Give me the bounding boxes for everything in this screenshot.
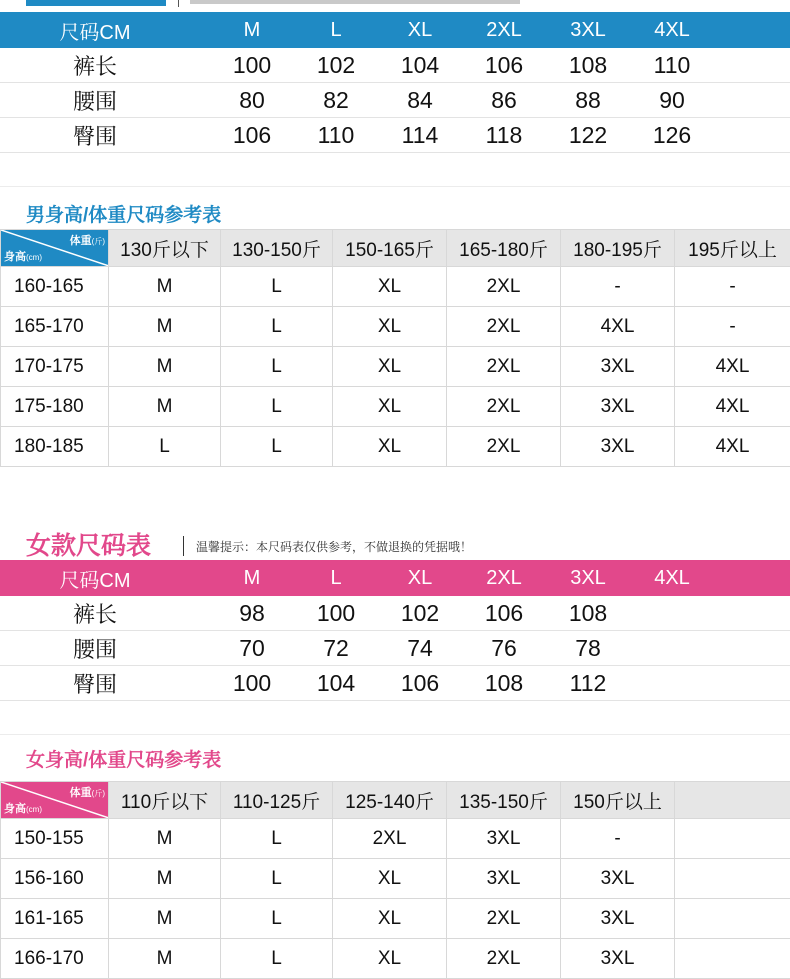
header-cell: 2XL [462, 567, 546, 590]
table-row [1, 859, 790, 899]
table-cell [675, 859, 790, 899]
women-section-title: 女款尺码表 [26, 526, 151, 562]
table-cell: 82 [294, 87, 378, 114]
tip-text: 温馨提示：本尺码表仅供参考，不做退换的凭据哦！ [196, 538, 472, 555]
table-row [0, 666, 790, 701]
height-range-cell: 160-165 [1, 267, 109, 307]
table-cell: 122 [546, 122, 630, 149]
table-cell: XL [333, 939, 447, 979]
row-label: 腰围 [0, 633, 210, 664]
height-range-cell: 156-160 [1, 859, 109, 899]
title-separator [183, 536, 184, 556]
table-cell: M [109, 307, 221, 347]
table-cell: 102 [378, 600, 462, 627]
table-cell: 4XL [675, 387, 790, 427]
table-cell: 114 [378, 122, 462, 149]
table-cell: 106 [462, 600, 546, 627]
table-row [0, 631, 790, 666]
table-cell: XL [333, 387, 447, 427]
table-row [1, 427, 790, 467]
table-cell: 106 [462, 52, 546, 79]
weight-label: 体重(斤) [70, 784, 105, 800]
table-cell: L [221, 387, 333, 427]
table-cell: 110 [630, 52, 714, 79]
table-cell: M [109, 819, 221, 859]
header-cell: 130斤以下 [109, 230, 221, 267]
header-cell: 4XL [630, 19, 714, 42]
table-cell: XL [333, 347, 447, 387]
divider [0, 186, 790, 187]
table-row [1, 387, 790, 427]
table-cell: - [561, 267, 675, 307]
header-cell: 4XL [630, 567, 714, 590]
height-range-cell: 170-175 [1, 347, 109, 387]
women-ref-table [0, 781, 790, 979]
height-range-cell: 165-170 [1, 307, 109, 347]
height-range-cell: 150-155 [1, 819, 109, 859]
height-range-cell: 180-185 [1, 427, 109, 467]
table-cell: 80 [210, 87, 294, 114]
table-cell: 76 [462, 635, 546, 662]
header-cell [675, 782, 790, 819]
table-cell: L [109, 427, 221, 467]
table-cell: 4XL [561, 307, 675, 347]
table-cell: 84 [378, 87, 462, 114]
table-cell: 4XL [675, 347, 790, 387]
table-cell: - [675, 267, 790, 307]
row-label: 臀围 [0, 668, 210, 699]
header-cell: L [294, 19, 378, 42]
table-cell: 108 [546, 52, 630, 79]
divider [0, 734, 790, 735]
table-cell: 3XL [447, 819, 561, 859]
table-row [1, 939, 790, 979]
header-cell: M [210, 19, 294, 42]
header-cell: 150斤以上 [561, 782, 675, 819]
header-cell: 135-150斤 [447, 782, 561, 819]
table-cell: 104 [294, 670, 378, 697]
table-cell: M [109, 899, 221, 939]
table-cell [675, 939, 790, 979]
women-size-table-header [0, 560, 790, 596]
table-cell: 98 [210, 600, 294, 627]
table-cell: 108 [462, 670, 546, 697]
table-cell: 102 [294, 52, 378, 79]
row-label: 臀围 [0, 120, 210, 151]
table-cell: M [109, 859, 221, 899]
header-cell: M [210, 567, 294, 590]
table-row [0, 48, 790, 83]
table-cell [675, 819, 790, 859]
table-cell: L [221, 267, 333, 307]
men-size-table [0, 12, 790, 153]
table-cell: 118 [462, 122, 546, 149]
table-cell: XL [333, 859, 447, 899]
header-cell: 110-125斤 [221, 782, 333, 819]
table-cell: M [109, 267, 221, 307]
table-cell: 90 [630, 87, 714, 114]
table-cell: 70 [210, 635, 294, 662]
table-cell: 100 [294, 600, 378, 627]
height-label: 身高(cm) [4, 248, 42, 264]
corner-header [1, 782, 109, 819]
header-cell: L [294, 567, 378, 590]
height-range-cell: 161-165 [1, 899, 109, 939]
table-cell: L [221, 859, 333, 899]
men-ref-table [0, 229, 790, 467]
table-cell: L [221, 939, 333, 979]
header-row [1, 782, 790, 819]
table-cell: 2XL [447, 427, 561, 467]
corner-header [1, 230, 109, 267]
table-cell: L [221, 899, 333, 939]
table-cell: 3XL [447, 859, 561, 899]
header-cell: 尺码CM [0, 16, 210, 45]
table-cell: L [221, 427, 333, 467]
table-cell: 86 [462, 87, 546, 114]
cut-off-section-title [0, 0, 790, 10]
table-cell: 2XL [447, 267, 561, 307]
table-cell: M [109, 387, 221, 427]
table-cell: L [221, 819, 333, 859]
table-cell: - [561, 819, 675, 859]
header-cell: 110斤以下 [109, 782, 221, 819]
header-cell: 180-195斤 [561, 230, 675, 267]
header-row [1, 230, 790, 267]
table-cell: 74 [378, 635, 462, 662]
header-cell: 2XL [462, 19, 546, 42]
table-cell: 2XL [447, 899, 561, 939]
header-cell: 125-140斤 [333, 782, 447, 819]
women-size-table [0, 560, 790, 701]
table-cell: 2XL [333, 819, 447, 859]
table-cell: 3XL [561, 347, 675, 387]
table-cell: XL [333, 899, 447, 939]
table-cell: M [109, 939, 221, 979]
header-cell: 3XL [546, 567, 630, 590]
table-cell: 3XL [561, 899, 675, 939]
table-row [1, 307, 790, 347]
men-ref-title: 男身高/体重尺码参考表 [26, 200, 221, 227]
header-cell: 150-165斤 [333, 230, 447, 267]
table-cell: 2XL [447, 387, 561, 427]
table-row [1, 899, 790, 939]
table-cell: L [221, 307, 333, 347]
table-cell: - [675, 307, 790, 347]
table-row [0, 596, 790, 631]
height-label: 身高(cm) [4, 800, 42, 816]
table-cell: 88 [546, 87, 630, 114]
row-label: 腰围 [0, 85, 210, 116]
table-row [0, 118, 790, 153]
table-row [1, 347, 790, 387]
row-label: 裤长 [0, 50, 210, 81]
table-cell: 78 [546, 635, 630, 662]
table-cell: 3XL [561, 859, 675, 899]
table-cell: XL [333, 267, 447, 307]
table-cell: 126 [630, 122, 714, 149]
height-range-cell: 166-170 [1, 939, 109, 979]
table-cell: 4XL [675, 427, 790, 467]
table-cell: 2XL [447, 347, 561, 387]
table-cell: M [109, 347, 221, 387]
table-cell: 106 [378, 670, 462, 697]
header-cell: 165-180斤 [447, 230, 561, 267]
weight-label: 体重(斤) [70, 232, 105, 248]
table-cell: 2XL [447, 939, 561, 979]
table-cell: L [221, 347, 333, 387]
table-cell: 104 [378, 52, 462, 79]
table-cell [675, 899, 790, 939]
header-cell: 130-150斤 [221, 230, 333, 267]
header-cell: 尺码CM [0, 564, 210, 593]
table-cell: 3XL [561, 387, 675, 427]
table-cell: 106 [210, 122, 294, 149]
table-cell: XL [333, 427, 447, 467]
women-ref-title: 女身高/体重尺码参考表 [26, 745, 221, 772]
table-cell: 72 [294, 635, 378, 662]
header-cell: 195斤以上 [675, 230, 790, 267]
table-row [0, 83, 790, 118]
table-cell: 100 [210, 52, 294, 79]
header-cell: XL [378, 567, 462, 590]
header-cell: XL [378, 19, 462, 42]
header-cell: 3XL [546, 19, 630, 42]
table-cell: XL [333, 307, 447, 347]
height-range-cell: 175-180 [1, 387, 109, 427]
table-cell: 3XL [561, 427, 675, 467]
table-cell: 112 [546, 670, 630, 697]
table-cell: 3XL [561, 939, 675, 979]
men-size-table-header [0, 12, 790, 48]
table-row [1, 267, 790, 307]
row-label: 裤长 [0, 598, 210, 629]
table-cell: 108 [546, 600, 630, 627]
table-cell: 100 [210, 670, 294, 697]
table-row [1, 819, 790, 859]
table-cell: 2XL [447, 307, 561, 347]
table-cell: 110 [294, 122, 378, 149]
